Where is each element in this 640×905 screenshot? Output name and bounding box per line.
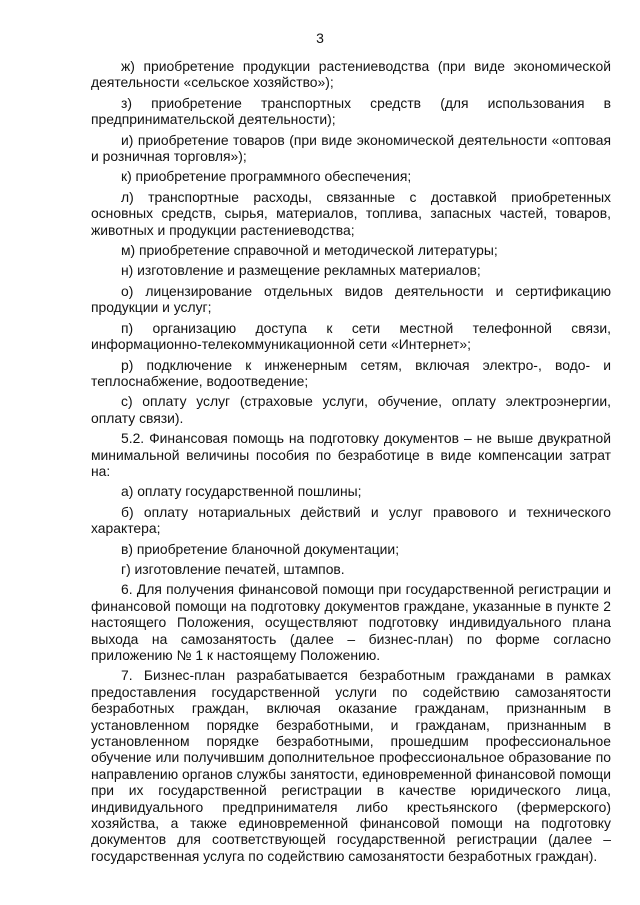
- paragraph-6: 6. Для получения финансовой помощи при государственной регистрации и финансовой помощи на подготовку документов граждане, указанные в пункте 2 настоящего Положения, осуществляют подготовку индивидуального плана выхода на самозанятость (далее – бизнес-план) по форме согласно приложению № 1 к настоящему Положению.: [91, 581, 611, 663]
- paragraph-o: о) лицензирование отдельных видов деятельности и сертификацию продукции и услуг;: [91, 282, 611, 316]
- paragraph-g: г) изготовление печатей, штампов.: [121, 560, 345, 577]
- paragraph-a: а) оплату государственной пошлины;: [121, 483, 362, 500]
- paragraph-zh: ж) приобретение продукции растениеводства (при виде экономической деятельности «сельское хозяйство»);: [91, 58, 611, 91]
- paragraph-l: л) транспортные расходы, связанные с доставкой приобретенных основных средств, сырья, материалов, топлива, запасных частей, товаров, животных и продукции растениеводства;: [91, 188, 611, 238]
- paragraph-r: р) подключение к инженерным сетям, включая электро-, водо- и теплоснабжение, водоотведение;: [91, 356, 611, 389]
- paragraph-i: и) приобретение товаров (при виде экономической деятельности «оптовая и розничная торговля»);: [91, 131, 611, 165]
- paragraph-z: з) приобретение транспортных средств (для использования в предпринимательской деятельности);: [91, 94, 611, 128]
- paragraph-s: с) оплату услуг (страховые услуги, обучение, оплату электроэнергии, оплату связи).: [91, 393, 611, 426]
- paragraph-n: н) изготовление и размещение рекламных материалов;: [121, 262, 481, 279]
- paragraph-7: 7. Бизнес-план разрабатывается безработным гражданами в рамках предоставления государственной услуги по содействию самозанятости безработных граждан, включая оказание гражданам, признанным в установленном порядке безработными, и гражданам, признанным в установленном порядке безработными, прошедшим профессиональное обучение или получившим дополнительное профессиональное образование по направлению органов службы занятости, единовременной финансовой помощи при их государственной регистрации в качестве юридического лица, индивидуального предпринимателя либо крестьянского (фермерского) хозяйства, а также единовременной финансовой помощи на подготовку документов для соответствующей государственной регистрации (далее – государственная услуга по содействию самозанятости безработных граждан).: [91, 667, 611, 864]
- paragraph-b: б) оплату нотариальных действий и услуг правового и технического характера;: [91, 503, 611, 537]
- paragraph-m: м) приобретение справочной и методической литературы;: [121, 242, 498, 259]
- paragraph-p: п) организацию доступа к сети местной телефонной связи, информационно-телекоммуникационной сети «Интернет»;: [91, 319, 611, 353]
- page-number: 3: [316, 30, 324, 46]
- paragraph-k: к) приобретение программного обеспечения;: [121, 168, 412, 185]
- paragraph-5-2: 5.2. Финансовая помощь на подготовку документов – не выше двукратной минимальной величины пособия по безработице в виде компенсации затрат на:: [91, 430, 611, 479]
- document-body: [91, 58, 611, 868]
- paragraph-v: в) приобретение бланочной документации;: [121, 540, 400, 557]
